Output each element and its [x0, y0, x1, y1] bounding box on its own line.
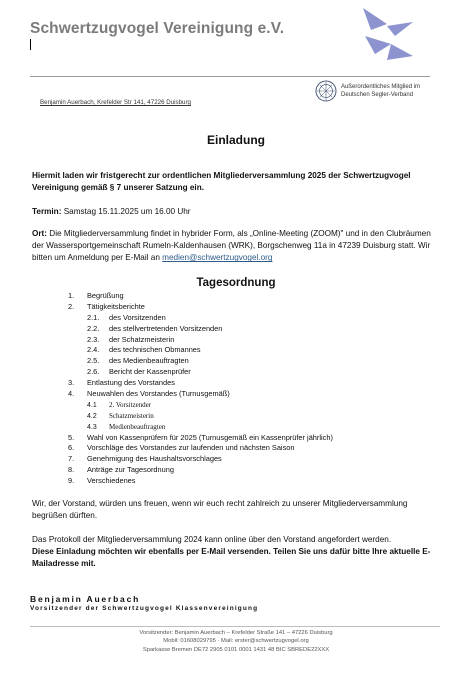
- agenda-text: Anträge zur Tagesordnung: [87, 465, 174, 475]
- agenda-number: 4.2: [87, 412, 97, 420]
- agenda-item: [68, 389, 333, 400]
- agenda-text: Neuwahlen des Vorstandes (Turnusgemäß): [87, 389, 230, 399]
- membership-note: [341, 84, 441, 99]
- agenda-item: [68, 465, 333, 476]
- agenda-list: [68, 291, 333, 487]
- termin-value: Samstag 15.11.2025 um 16.00 Uhr: [61, 207, 191, 216]
- agenda-text: 2. Vorsitzender: [109, 400, 152, 409]
- agenda-text: Genehmigung des Haushaltsvorschlages: [87, 454, 222, 464]
- agenda-item: [68, 443, 333, 454]
- agenda-text: Entlastung des Vorstandes: [87, 378, 175, 388]
- agenda-text: Begrüßung: [87, 291, 124, 300]
- agenda-text: des Medienbeauftragten: [109, 356, 189, 366]
- agenda-number: 2.2.: [87, 323, 100, 333]
- agenda-number: 4.3: [87, 423, 97, 431]
- agenda-number: 2.: [68, 301, 75, 311]
- organization-name: Schwertzugvogel Vereinigung e.V.: [30, 20, 285, 37]
- agenda-item: [68, 291, 333, 302]
- agenda-text: Wahl von Kassenprüfern für 2025 (Turnusgemäß ein Kassenprüfer jährlich): [87, 432, 333, 442]
- agenda-subitem: [68, 324, 333, 335]
- birds-logo-icon: [357, 4, 415, 62]
- agenda-subitem: [68, 411, 333, 422]
- agenda-number: 2.4.: [87, 345, 100, 355]
- closing-paragraph: Wir, der Vorstand, würden uns freuen, wenn wir euch recht zahlreich zu unserer Mitgliederversammlung begrüßen dürften.: [32, 499, 408, 521]
- agenda-number: 4.: [68, 389, 75, 399]
- agenda-text: des stellvertretenden Vorsitzenden: [109, 323, 223, 333]
- agenda-number: 4.1: [87, 401, 97, 409]
- agenda-item: [68, 378, 333, 389]
- agenda-item: [68, 454, 333, 465]
- agenda-text: des technischen Obmannes: [109, 345, 201, 355]
- agenda-number: 7.: [68, 454, 75, 464]
- agenda-number: 2.3.: [87, 334, 100, 344]
- agenda-subitem: [68, 400, 333, 411]
- protocol-note: Das Protokoll der Mitgliederversammlung 2024 kann online über den Vorstand angefordert werden.: [32, 535, 392, 544]
- agenda-text: Verschiedenes: [87, 476, 136, 486]
- agenda-text: Medienbeauftragten: [109, 422, 166, 431]
- text-cursor: [30, 39, 31, 50]
- agenda-number: 5.: [68, 432, 75, 442]
- agenda-subitem: [68, 335, 333, 346]
- footer-address: Vorsitzender: Benjamin Auerbach – Krefelder Straße 141 – 47226 Duisburg: [139, 630, 333, 636]
- agenda-subitem: [68, 367, 333, 378]
- agenda-number: 2.5.: [87, 356, 100, 366]
- agenda-number: 2.1.: [87, 312, 100, 322]
- termin-label: Termin:: [32, 207, 62, 216]
- agenda-subitem: [68, 356, 333, 367]
- membership-line-1: Außerordentliches Mitglied im: [341, 84, 421, 90]
- footer-bank: Sparkasse Bremen DE72 2905 0101 0001 1431 48 BIC SBREDE22XXX: [142, 646, 330, 653]
- membership-line-2: Deutschen Segler-Verband: [341, 91, 414, 98]
- agenda-number: 8.: [68, 465, 75, 475]
- contact-email-link[interactable]: medien@schwertzugvogel.org: [162, 253, 273, 263]
- agenda-subitem: [68, 422, 333, 433]
- agenda-item: [68, 476, 333, 487]
- agenda-text: Tätigkeitsberichte: [87, 301, 145, 311]
- agenda-subitem: [68, 345, 333, 356]
- email-request: Diese Einladung möchten wir ebenfalls per E-Mail versenden. Teilen Sie uns dafür bitte Ihre aktuelle E-Mailadresse mit.: [32, 547, 431, 569]
- location-paragraph: [32, 228, 442, 265]
- termin-paragraph: [32, 206, 442, 218]
- intro-paragraph: Hiermit laden wir fristgerecht zur ordentlichen Mitgliederversammlung 2025 der Schwertzugvogel Vereinigung gemäß § 7 unserer Satzung ein.: [32, 171, 411, 193]
- agenda-number: 1.: [68, 291, 75, 300]
- footer-contact: Mobil: 01608029795 · Mail: erster@schwertzugvogel.org: [163, 638, 309, 645]
- agenda-text: der Schatzmeisterin: [109, 334, 175, 344]
- agenda-number: 3.: [68, 378, 75, 388]
- sender-address: Benjamin Auerbach, Krefelder Str 141, 47226 Duisburg: [40, 99, 191, 106]
- footer-divider: [30, 626, 440, 627]
- agenda-item: [68, 433, 333, 444]
- agenda-subitem: [68, 313, 333, 324]
- letter-title: Einladung: [207, 133, 265, 147]
- header-divider: [30, 76, 430, 77]
- agenda-text: Vorschläge des Vorstandes zur laufenden und nächsten Saison: [87, 443, 295, 453]
- agenda-text: des Vorsitzenden: [109, 312, 166, 322]
- agenda-text: Schatzmeisterin: [109, 411, 154, 420]
- agenda-number: 2.6.: [87, 367, 100, 377]
- location-text: Die Mitgliederversammlung findet in hybrider Form, als „Online-Meeting (ZOOM)" und in den Clubräumen der Wassersportgemeinschaft Rumeln-Kaldenhausen (WRK), Borgschenweg 11a in 47239 Duisburg statt. Wir bitten um Anmeldung per E-Mail an: [32, 229, 431, 263]
- location-label: Ort:: [32, 229, 48, 238]
- agenda-number: 9.: [68, 476, 75, 486]
- agenda-text: Bericht der Kassenprüfer: [109, 367, 191, 377]
- sailing-association-seal-icon: [315, 80, 337, 102]
- footer: [0, 629, 472, 654]
- agenda-number: 6.: [68, 443, 75, 453]
- signatory-name: Benjamin Auerbach: [30, 594, 141, 604]
- signatory-role: Vorsitzender der Schwertzugvogel Klassenvereinigung: [30, 605, 259, 612]
- agenda-title: Tagesordnung: [196, 277, 276, 289]
- agenda-item: [68, 302, 333, 313]
